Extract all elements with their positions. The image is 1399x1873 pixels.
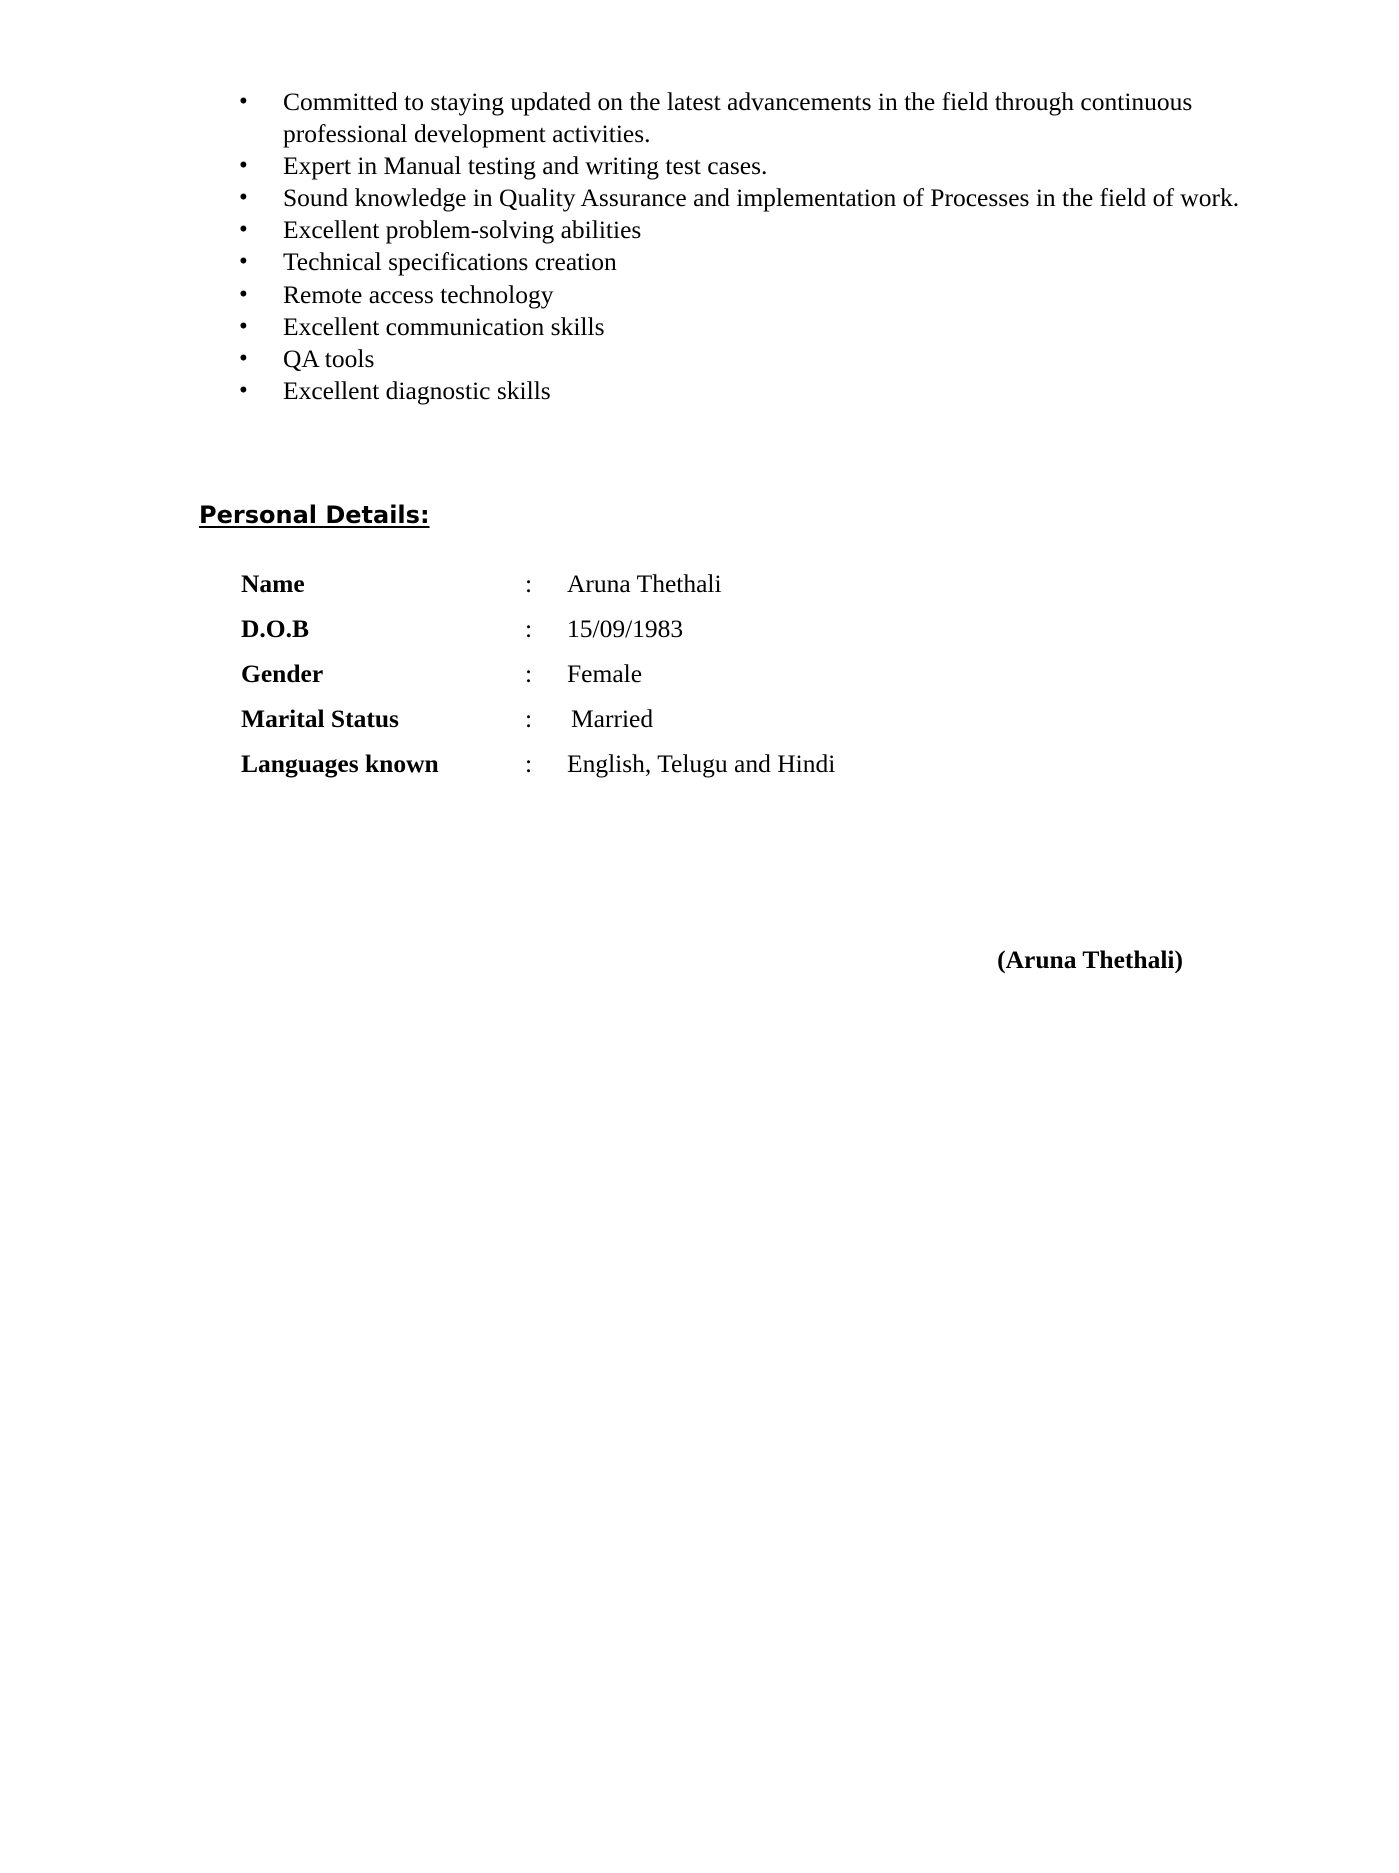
detail-separator: : [525,703,533,733]
personal-details-heading: Personal Details: [199,501,430,529]
skill-text: Technical specifications creation [283,247,617,277]
list-item [239,279,1259,311]
bullet-icon: • [239,280,248,308]
table-row [241,606,1071,651]
detail-label: D.O.B [241,613,310,643]
table-row [241,741,1071,786]
detail-separator: : [525,658,533,688]
skill-text: Excellent communication skills [283,311,605,341]
skill-text: Excellent problem-solving abilities [283,215,642,245]
skill-text: Excellent diagnostic skills [283,376,551,406]
personal-details-table [241,561,1071,786]
detail-separator: : [525,613,533,643]
skill-text: QA tools [283,343,375,373]
skills-list [239,86,1259,407]
list-item [239,343,1259,375]
detail-separator: : [525,748,533,778]
detail-label: Name [241,568,305,598]
list-item [239,86,1259,149]
skill-text: Remote access technology [283,279,554,309]
bullet-icon: • [239,377,248,405]
bullet-icon: • [239,183,248,211]
skill-text: Committed to staying updated on the latest advancements in the field through continuous professional development activities. [283,87,1193,148]
table-row [241,651,1071,696]
skill-text: Expert in Manual testing and writing test cases. [283,150,768,180]
list-item [239,214,1259,246]
detail-value: 15/09/1983 [567,613,684,643]
skill-text: Sound knowledge in Quality Assurance and implementation of Processes in the field of work. [283,182,1240,212]
table-row [241,561,1071,606]
list-item [239,246,1259,278]
detail-label: Gender [241,658,324,688]
detail-label: Languages known [241,748,439,778]
list-item [239,182,1259,214]
detail-value: Aruna Thethali [567,568,722,598]
table-row [241,696,1071,741]
signature: (Aruna Thethali) [997,945,1183,974]
detail-value: Married [571,703,654,733]
detail-value: English, Telugu and Hindi [567,748,836,778]
bullet-icon: • [239,344,248,372]
bullet-icon: • [239,151,248,179]
bullet-icon: • [239,216,248,244]
list-item [239,150,1259,182]
bullet-icon: • [239,312,248,340]
bullet-icon: • [239,248,248,276]
detail-label: Marital Status [241,703,399,733]
list-item [239,375,1259,407]
list-item [239,311,1259,343]
detail-value: Female [567,658,643,688]
detail-separator: : [525,568,533,598]
bullet-icon: • [239,88,248,115]
